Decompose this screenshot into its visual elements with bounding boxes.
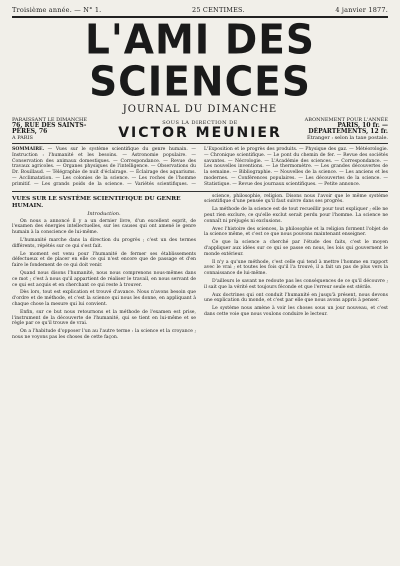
subscription-note: Étranger : selon la taxe postale. [306,135,388,141]
article-paragraph: Il n'y a qu'une méthode, c'est celle qui tend à mettre l'homme en rapport avec le vrai ; et toutes les fois qu'il l'a trouvé, il a fait un pas de plus vers la connaissance de lui-même. [204,259,388,277]
article-paragraph: science, philosophie, religion. Disons nous l'avoir que le même système scientifique d'une pensée qu'il faut suivre dans ses progrès. [204,193,388,205]
article-paragraph: L'humanité marche dans la direction du progrès ; c'est un des termes différents, répétés sur ce qui s'est fait. [12,237,196,249]
article-paragraph: Aux doctrines qui ont conduit l'humanité en jusqu'à présent, nous devons une explication du monde, et c'est par elle que nous avons appris à penser. [204,292,388,304]
subscription-prices: PARIS, 10 fr. — DÉPARTEMENTS, 12 fr. [308,122,388,135]
subscription-info [293,117,388,141]
issue-date: 4 janvier 1877. [335,6,388,14]
summary-block [12,147,388,191]
issue-year: Troisième année. — N° 1. [12,6,102,14]
editor-caption: SOUS LA DIRECTION DE [162,120,238,126]
article-paragraph: Dès lors, tout est explication et trouvé d'avance. Nous n'avons besoin que d'ordre et de méthode, et c'est la science qui nous les donne, en appliquant à chaque chose la mesure qui lui convient. [12,290,196,307]
publishing-note: PARAISSANT LE DIMANCHE [12,117,88,123]
article-paragraph: Le système nous amène à voir les choses sous un jour nouveau, et c'est dans cette voie que nous voulons conduire le lecteur. [204,306,388,317]
article-column-right [204,194,388,343]
issue-price: 25 CENTIMES. [192,6,245,14]
article-paragraph: On nous a annoncé il y a un dernier livre, d'un excellent esprit, de l'examen des énergies intellectuelles, sur les causes qui ont amené le genre humain à la conscience de lui-même. [12,218,196,236]
article-paragraph: Ce que la science a cherché par l'étude des faits, c'est le moyen d'appliquer aux idées sur ce qui se passe en nous, les lois qui gouvernent le monde extérieur. [204,240,388,257]
article-paragraph: Avec l'histoire des sciences, la philosophie et la religion forment l'objet de la science même, et c'est ce que nous pouvons maintenant enseigner. [204,226,388,238]
article-paragraph: Quand nous disons l'humanité, nous nous comprenons nous-mêmes dans ce mot ; c'est à nous qu'il appartient de réaliser le travail, en nous servant de ce qui est acquis et en cherchant ce qui reste à trouver. [12,270,196,288]
article-paragraph: Le moment est venu pour l'humanité de fermer ses établissements défectueux et de placer en elle ce qui n'est encore que de passage et d'en faire le fondement de ce qui doit venir. [12,251,196,269]
left-paragraphs [12,219,196,341]
article-paragraph: Enfin, sur ce but nous retournons et la méthode de l'examen est prise, l'instrument de la découverte de l'humanité, qui se tient en lui-même et se règle par ce qu'il trouve de vrai. [12,309,196,327]
summary-text: — Vues sur le système scientifique du genre humain. — Instruction : l'humanité et les besoins. — Astronomie populaire. — Conservation des animaux domestiques. — Correspondance. — Revue des travaux agricoles. — Organes physiques de l'intelligence. — Observations du Dr. Bouillaud. — Télégraphie de nuit d'éclairage. — Éclairage des aquariums. — Acclimatation. — Les colonies de la science. — Les roches de l'homme primitif. — Les grands poids de la science. — Variétés scientifiques. — L'Exposition et le progrès des produits. — Physique des gaz. — Météorologie. — Chronique scientifique. — Le pont du chemin de fer. — Revue des sociétés savantes. — Nécrologie. — L'Académie des sciences. — Correspondance. — Les nouvelles inventions. — Le thermomètre. — Les grandes découvertes de la semaine. — Bibliographie. — Nouvelles de la science. — Les anciens et les modernes. — Conférences populaires. — Les découvertes de la science. — Statistique. — Revue des journaux scientifiques. — Petite annonce. [12,147,388,187]
article-paragraph: La méthode de la science est de tout recueillir pour tout expliquer ; elle ne peut rien exclure, ce qu'elle exclut serait perdu pour l'homme. La science ne connaît ni préjugés ni exclusions. [204,207,388,224]
article-subtitle: Introduction. [87,210,121,217]
editor-name: VICTOR MEUNIER [118,125,282,141]
article-paragraph: D'ailleurs le savant ne redoute pas les conséquences de ce qu'il découvre ; il sait que la vérité est toujours féconde et que l'erreur seule est stérile. [204,278,388,290]
subscription-caption: ABONNEMENT POUR L'ANNÉE [304,117,388,123]
summary-lead: SOMMAIRE. [12,147,45,152]
publisher-address: 76, RUE DES SAINTS-PÈRES, 76 [12,122,87,135]
editor-block [107,120,293,141]
masthead-title: L'AMI DES SCIENCES [85,16,315,107]
header-rule [12,143,388,144]
article-paragraph: On a l'habitude d'opposer l'un au l'autre terme : la science et la croyance ; nous ne voyons pas les choses de cette façon. [12,329,196,340]
publisher-info [12,117,107,141]
summary-rule [12,191,388,192]
publisher-city: A PARIS [12,135,33,141]
right-paragraphs [204,194,388,318]
masthead-info-row [12,117,388,141]
masthead-subtitle: JOURNAL DU DIMANCHE [122,104,278,115]
article-title: VUES SUR LE SYSTÈME SCIENTIFIQUE DU GENRE HUMAIN. [12,195,181,209]
issue-line [12,6,388,14]
article-column-left [12,194,196,343]
article-columns [12,194,388,343]
